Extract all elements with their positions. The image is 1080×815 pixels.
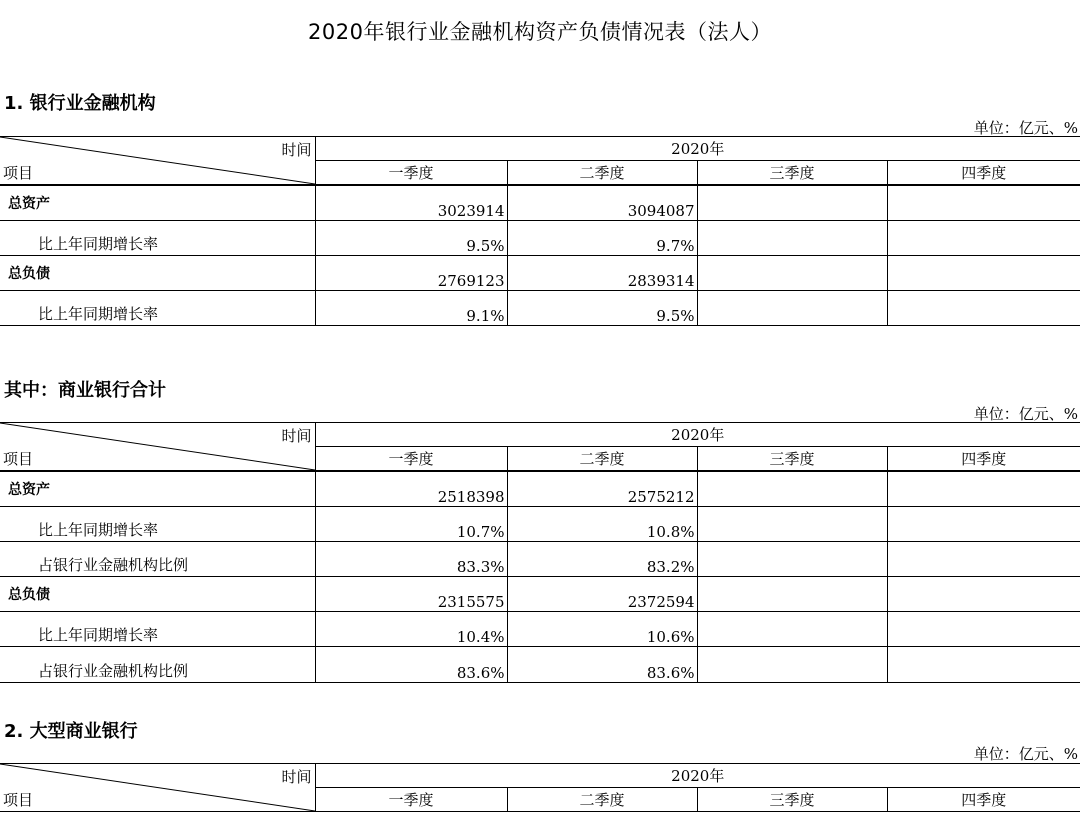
- table-row: [0, 542, 1080, 577]
- section-heading-3: 2. 大型商业银行: [4, 721, 138, 742]
- cell-q2: 3094087: [507, 185, 697, 221]
- cell-q3: [697, 221, 887, 256]
- row-label: 比上年同期增长率: [0, 507, 315, 542]
- header-q1: 一季度: [315, 161, 507, 186]
- cell-q4: [887, 291, 1080, 326]
- header-time-label: 时间: [281, 768, 312, 786]
- cell-q2: 2839314: [507, 256, 697, 291]
- cell-q1: 10.7%: [315, 507, 507, 542]
- unit-label-2: 单位：亿元、%: [973, 405, 1078, 423]
- row-label: 总资产: [0, 471, 315, 507]
- cell-q3: [697, 612, 887, 647]
- table-large-commercial-banks: [0, 763, 1080, 812]
- header-item-label: 项目: [3, 450, 34, 468]
- header-year: 2020年: [315, 423, 1080, 447]
- cell-q1: 2769123: [315, 256, 507, 291]
- cell-q3: [697, 647, 887, 683]
- row-label: 比上年同期增长率: [0, 291, 315, 326]
- table-row: [0, 647, 1080, 683]
- header-q4: 四季度: [887, 447, 1080, 472]
- header-q4: 四季度: [887, 788, 1080, 812]
- header-q3: 三季度: [697, 788, 887, 812]
- cell-q1: 83.3%: [315, 542, 507, 577]
- header-item-label: 项目: [3, 164, 34, 182]
- cell-q2: 83.2%: [507, 542, 697, 577]
- row-label: 占银行业金融机构比例: [0, 647, 315, 683]
- cell-q2: 10.8%: [507, 507, 697, 542]
- header-q3: 三季度: [697, 447, 887, 472]
- header-time-label: 时间: [281, 141, 312, 159]
- unit-label-1: 单位：亿元、%: [973, 119, 1078, 137]
- cell-q4: [887, 647, 1080, 683]
- cell-q4: [887, 471, 1080, 507]
- header-q1: 一季度: [315, 788, 507, 812]
- cell-q4: [887, 542, 1080, 577]
- cell-q3: [697, 185, 887, 221]
- header-diagonal-cell: [0, 764, 315, 812]
- row-label: 占银行业金融机构比例: [0, 542, 315, 577]
- cell-q1: 9.1%: [315, 291, 507, 326]
- table-row: [0, 471, 1080, 507]
- table-row: [0, 221, 1080, 256]
- cell-q2: 2575212: [507, 471, 697, 507]
- header-diagonal-cell: [0, 423, 315, 472]
- row-label: 总负债: [0, 577, 315, 612]
- table-commercial-banks: [0, 422, 1080, 683]
- cell-q4: [887, 185, 1080, 221]
- header-item-label: 项目: [3, 791, 34, 809]
- cell-q1: 10.4%: [315, 612, 507, 647]
- cell-q3: [697, 471, 887, 507]
- cell-q3: [697, 256, 887, 291]
- diagonal-line: [0, 137, 315, 184]
- table-row: [0, 291, 1080, 326]
- header-q1: 一季度: [315, 447, 507, 472]
- row-label: 总负债: [0, 256, 315, 291]
- cell-q2: 83.6%: [507, 647, 697, 683]
- table-row: [0, 612, 1080, 647]
- row-label: 比上年同期增长率: [0, 221, 315, 256]
- header-q3: 三季度: [697, 161, 887, 186]
- table-row: [0, 507, 1080, 542]
- section-heading-1: 1. 银行业金融机构: [4, 93, 156, 114]
- header-diagonal-cell: [0, 137, 315, 186]
- page-title: 2020年银行业金融机构资产负债情况表（法人）: [308, 20, 772, 44]
- header-q2: 二季度: [507, 447, 697, 472]
- cell-q4: [887, 221, 1080, 256]
- cell-q3: [697, 291, 887, 326]
- table-row: [0, 577, 1080, 612]
- cell-q1: 3023914: [315, 185, 507, 221]
- unit-label-3: 单位：亿元、%: [973, 745, 1078, 763]
- cell-q4: [887, 256, 1080, 291]
- cell-q3: [697, 577, 887, 612]
- cell-q3: [697, 542, 887, 577]
- cell-q2: 2372594: [507, 577, 697, 612]
- diagonal-line: [0, 764, 315, 811]
- section-heading-2: 其中：商业银行合计: [4, 380, 166, 401]
- table-row: [0, 256, 1080, 291]
- cell-q2: 9.5%: [507, 291, 697, 326]
- cell-q2: 9.7%: [507, 221, 697, 256]
- header-time-label: 时间: [281, 427, 312, 445]
- header-q4: 四季度: [887, 161, 1080, 186]
- row-label: 总资产: [0, 185, 315, 221]
- row-label: 比上年同期增长率: [0, 612, 315, 647]
- cell-q1: 2315575: [315, 577, 507, 612]
- header-year: 2020年: [315, 764, 1080, 788]
- cell-q1: 2518398: [315, 471, 507, 507]
- header-q2: 二季度: [507, 161, 697, 186]
- cell-q4: [887, 612, 1080, 647]
- header-q2: 二季度: [507, 788, 697, 812]
- cell-q1: 9.5%: [315, 221, 507, 256]
- cell-q1: 83.6%: [315, 647, 507, 683]
- cell-q2: 10.6%: [507, 612, 697, 647]
- cell-q4: [887, 507, 1080, 542]
- cell-q3: [697, 507, 887, 542]
- header-year: 2020年: [315, 137, 1080, 161]
- diagonal-line: [0, 423, 315, 470]
- table-banking-institutions: [0, 136, 1080, 326]
- cell-q4: [887, 577, 1080, 612]
- table-row: [0, 185, 1080, 221]
